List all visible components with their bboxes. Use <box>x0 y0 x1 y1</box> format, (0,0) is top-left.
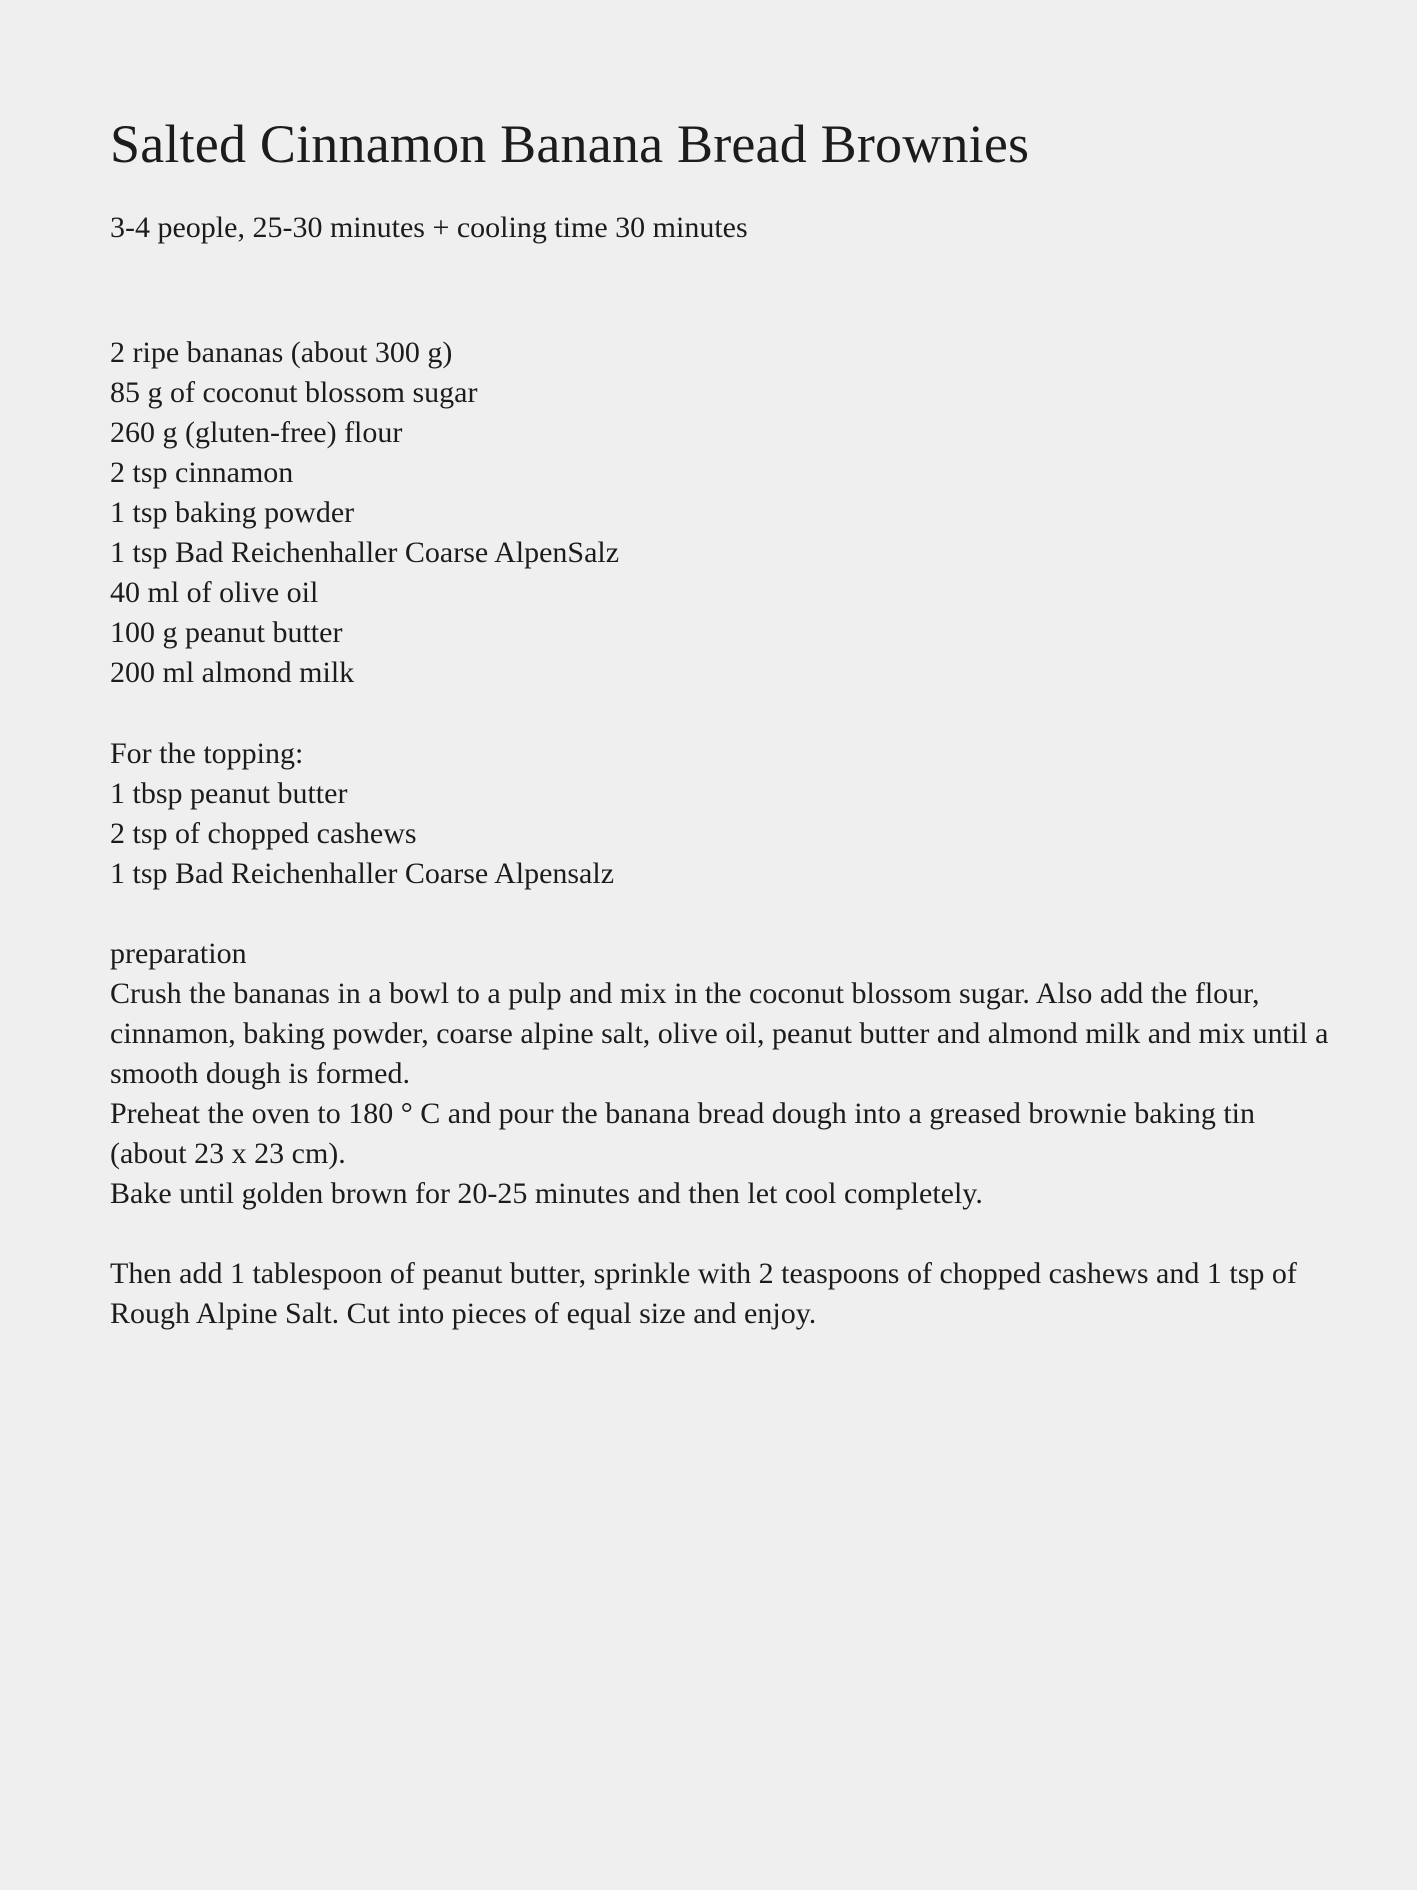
ingredient-item: 260 g (gluten-free) flour <box>110 416 403 449</box>
ingredient-item: 200 ml almond milk <box>110 656 355 689</box>
ingredient-item: 100 g peanut butter <box>110 616 343 649</box>
recipe-title: Salted Cinnamon Banana Bread Brownies <box>110 114 1030 174</box>
preparation-step: Bake until golden brown for 20-25 minutes and then let cool completely. <box>110 1177 983 1210</box>
preparation-step: Preheat the oven to 180 ° C and pour the banana bread dough into a greased brownie baking tin (about 23 x 23 cm). <box>110 1097 1256 1170</box>
topping-item: 1 tsp Bad Reichenhaller Coarse Alpensalz <box>110 857 615 890</box>
topping-heading: For the topping: <box>110 737 304 770</box>
preparation-steps <box>110 974 1330 1334</box>
topping-item: 2 tsp of chopped cashews <box>110 817 417 850</box>
ingredient-item: 1 tsp baking powder <box>110 496 355 529</box>
ingredient-item: 2 ripe bananas (about 300 g) <box>110 336 453 369</box>
ingredient-item: 85 g of coconut blossom sugar <box>110 376 478 409</box>
topping-list <box>110 734 614 894</box>
preparation-heading: preparation <box>110 937 247 970</box>
preparation-step: Crush the bananas in a bowl to a pulp and mix in the coconut blossom sugar. Also add the flour, cinnamon, baking powder, coarse alpine salt, olive oil, peanut butter and almond milk and mix until a smooth dough is formed. <box>110 977 1329 1090</box>
ingredient-item: 1 tsp Bad Reichenhaller Coarse AlpenSalz <box>110 536 620 569</box>
recipe-servings-time: 3-4 people, 25-30 minutes + cooling time 30 minutes <box>110 211 748 244</box>
ingredient-item: 2 tsp cinnamon <box>110 456 294 489</box>
topping-item: 1 tbsp peanut butter <box>110 777 348 810</box>
ingredient-item: 40 ml of olive oil <box>110 576 319 609</box>
preparation-step: Then add 1 tablespoon of peanut butter, sprinkle with 2 teaspoons of chopped cashews and 1 tsp of Rough Alpine Salt. Cut into pieces of equal size and enjoy. <box>110 1257 1297 1330</box>
ingredient-list <box>110 333 619 693</box>
